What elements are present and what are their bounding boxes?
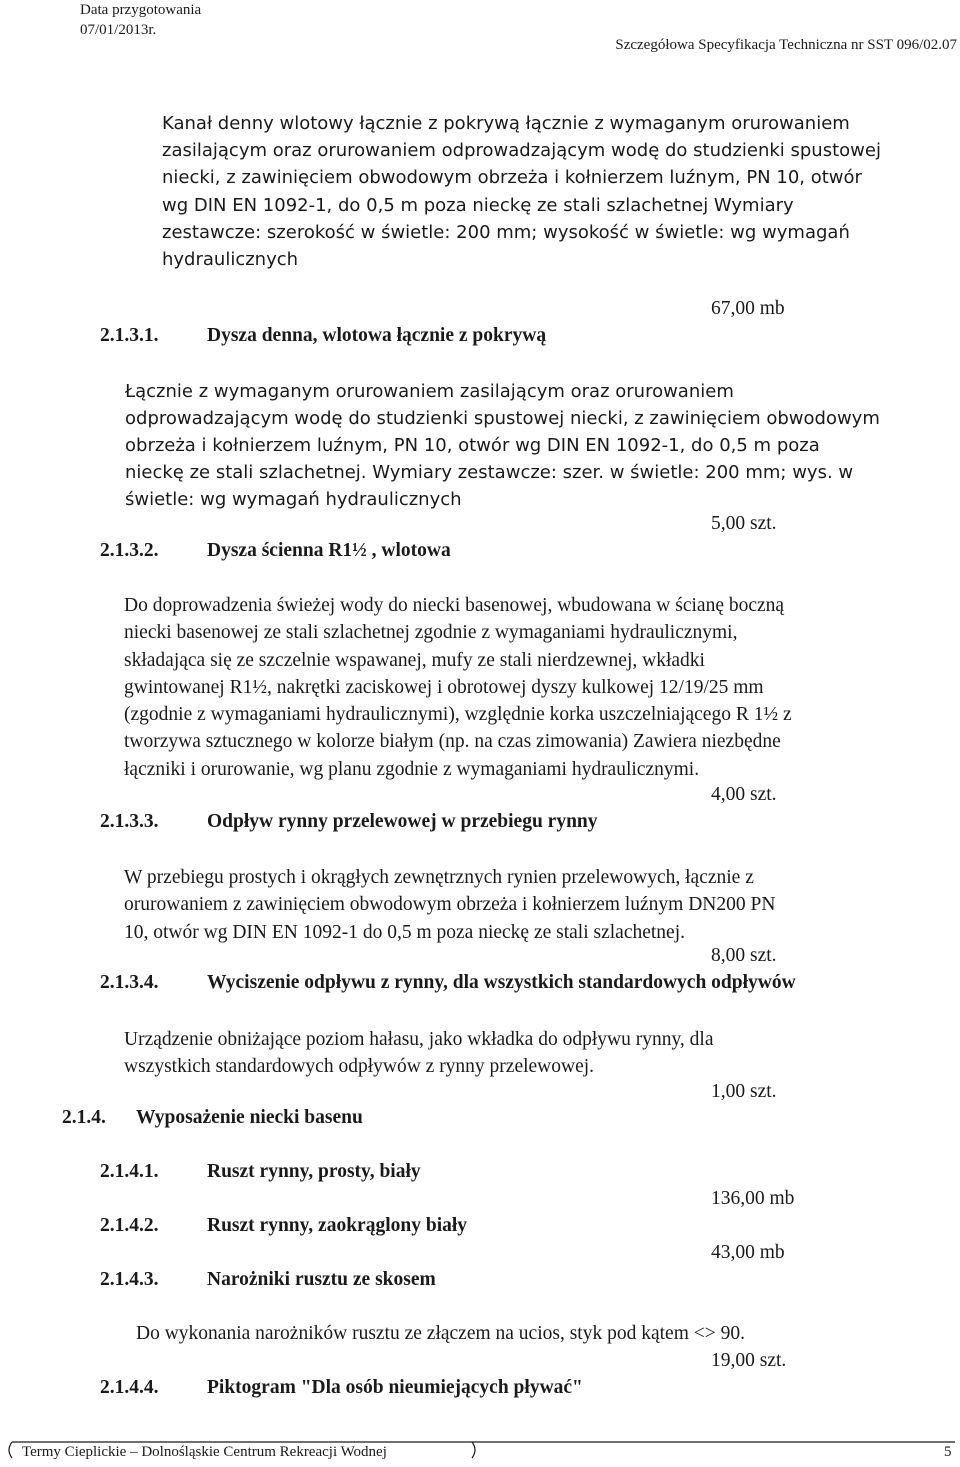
item-title: Ruszt rynny, prosty, biały <box>207 1161 421 1182</box>
item-title: Ruszt rynny, zaokrąglony biały <box>207 1215 468 1236</box>
text-line: (zgodnie z wymaganiami hydraulicznymi), względnie korka uszczelniającego R 1½ z <box>124 704 792 726</box>
section-number: 2.1.3.2. <box>100 540 159 561</box>
section-paragraph <box>125 378 880 513</box>
text-line: odprowadzającym wodę do studzienki spustowej niecki, z zawinięciem obwodowym <box>125 408 880 429</box>
item-amount: 19,00 szt. <box>711 1350 787 1371</box>
item-number: 2.1.4.2. <box>100 1215 159 1236</box>
page-footer <box>0 1440 960 1467</box>
item-title: Piktogram "Dla osób nieumiejących pływać" <box>207 1377 583 1398</box>
text-line: hydraulicznych <box>162 249 299 271</box>
section-paragraph <box>124 1026 714 1081</box>
text-line: gwintowanej R1½, nakrętki zaciskowej i obrotowej dyszy kulkowej 12/19/25 mm <box>124 676 764 698</box>
section-number: 2.1.3.3. <box>100 811 159 832</box>
section-amount: 1,00 szt. <box>711 1081 777 1102</box>
text-line: Kanał denny wlotowy łącznie z pokrywą łącznie z wymaganym orurowaniem <box>162 113 850 134</box>
item-number: 2.1.4.3. <box>100 1269 159 1290</box>
text-line: wszystkich standardowych odpływów z rynny przelewowej. <box>124 1056 595 1078</box>
section-title: Dysza denna, wlotowa łącznie z pokrywą <box>207 325 547 346</box>
section-title: Wyposażenie niecki basenu <box>136 1107 363 1128</box>
section-amount: 8,00 szt. <box>711 945 777 966</box>
text-line: wg DIN EN 1092-1, do 0,5 m poza nieckę ze stali szlachetnej Wymiary <box>162 194 794 216</box>
item-amount: 43,00 mb <box>711 1242 785 1263</box>
text-line: Do doprowadzenia świeżej wody do niecki basenowej, wbudowana w ścianę boczną <box>124 595 785 616</box>
item-number: 2.1.4.4. <box>100 1377 159 1398</box>
page-number: 5 <box>944 1444 952 1460</box>
text-line: zestawcze: szerokość w świetle: 200 mm; wysokość w świetle: wg wymagań <box>162 221 850 243</box>
text-line: W przebiegu prostych i okrągłych zewnętrznych rynien przelewowych, łącznie z <box>124 867 754 888</box>
section-paragraph <box>124 864 775 946</box>
text-line: składająca się ze szczelnie wspawanej, mufy ze stali nierdzewnej, wkładki <box>124 649 705 671</box>
text-line: Urządzenie obniżające poziom hałasu, jako wkładka do odpływu rynny, dla <box>124 1029 714 1050</box>
section-title: Odpływ rynny przelewowej w przebiegu rynny <box>207 811 598 832</box>
section-number: 2.1.3.4. <box>100 972 159 993</box>
item-note: Do wykonania narożników rusztu ze złączem na ucios, styk pod kątem <> 90. <box>136 1323 745 1344</box>
section-number: 2.1.3.1. <box>100 325 159 346</box>
text-line: obrzeża i kołnierzem luźnym, PN 10, otwór wg DIN EN 1092-1, do 0,5 m poza <box>125 435 820 456</box>
intro-paragraph <box>162 110 881 273</box>
section-amount: 5,00 szt. <box>711 513 777 534</box>
text-line: łączniki i orurowanie, wg planu zgodnie z wymaganiami hydraulicznymi. <box>124 758 700 780</box>
intro-amount: 67,00 mb <box>711 298 785 319</box>
section-amount: 4,00 szt. <box>711 784 777 805</box>
text-line: świetle: wg wymagań hydraulicznych <box>125 489 462 510</box>
item-amount: 136,00 mb <box>711 1188 795 1209</box>
item-number: 2.1.4.1. <box>100 1161 159 1182</box>
text-line: niecki, z zawinięciem obwodowym obrzeża i kołnierzem luźnym, PN 10, otwór <box>162 167 862 189</box>
section-title: Wyciszenie odpływu z rynny, dla wszystkich standardowych odpływów <box>207 972 796 993</box>
section-title: Dysza ścienna R1½ , wlotowa <box>207 540 451 561</box>
footer-title: Termy Cieplickie – Dolnośląskie Centrum Rekreacji Wodnej <box>22 1444 387 1460</box>
section-number: 2.1.4. <box>62 1107 106 1128</box>
text-line: orurowaniem z zawinięciem obwodowym obrzeża i kołnierzem luźnym DN200 PN <box>124 894 776 916</box>
header-date-label: Data przygotowania <box>80 2 202 18</box>
text-line: tworzywa sztucznego w kolorze białym (np. na czas zimowania) Zawiera niezbędne <box>124 731 781 753</box>
item-title: Narożniki rusztu ze skosem <box>207 1269 436 1290</box>
text-line: 10, otwór wg DIN EN 1092-1 do 0,5 m poza nieckę ze stali szlachetnej. <box>124 921 686 943</box>
header-date-value: 07/01/2013r. <box>80 22 157 38</box>
header-spec-title: Szczegółowa Specyfikacja Techniczna nr SST 096/02.07 <box>615 37 957 53</box>
text-line: niecki basenowej ze stali szlachetnej zgodnie z wymaganiami hydraulicznymi, <box>124 622 738 644</box>
text-line: Łącznie z wymaganym orurowaniem zasilającym oraz orurowaniem <box>125 381 734 402</box>
text-line: nieckę ze stali szlachetnej. Wymiary zestawcze: szer. w świetle: 200 mm; wys. w <box>125 462 854 483</box>
text-line: zasilającym oraz orurowaniem odprowadzającym wodę do studzienki spustowej <box>162 140 881 162</box>
section-paragraph <box>124 592 792 783</box>
